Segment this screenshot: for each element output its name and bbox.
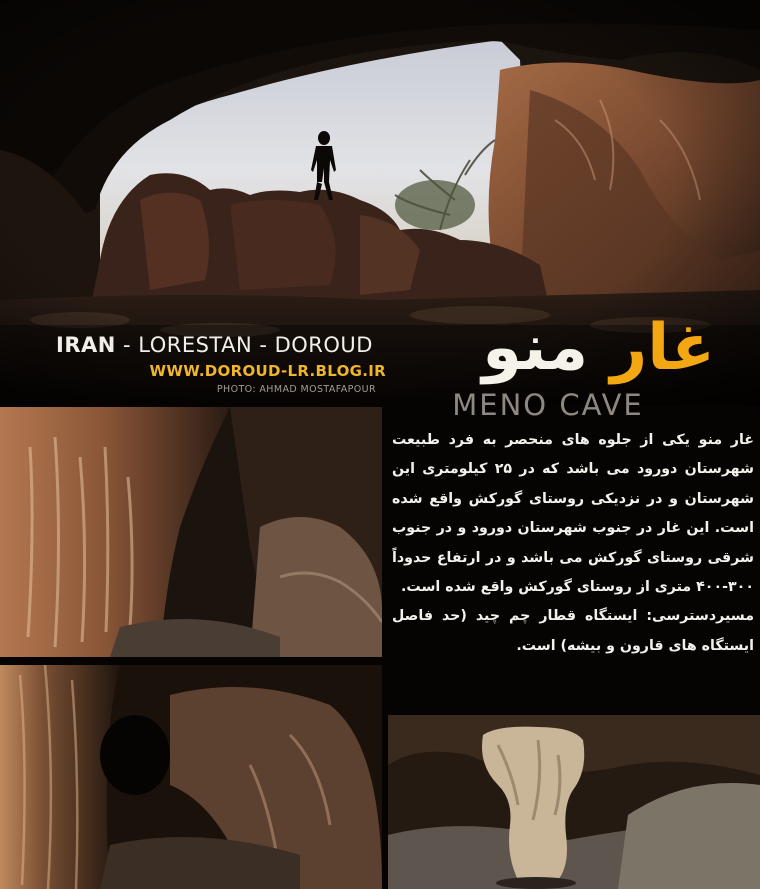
location-region: - LORESTAN - DOROUD	[115, 333, 373, 357]
description-block	[392, 426, 754, 661]
title-persian	[415, 308, 715, 388]
title-persian-part2: منو	[482, 311, 589, 385]
cave-wall-illustration	[0, 407, 382, 657]
title-english: MENO CAVE	[452, 388, 644, 422]
photo-stalagmite	[388, 715, 760, 889]
location-line	[56, 333, 386, 357]
cave-passage-illustration	[0, 665, 382, 889]
website-url: WWW.DOROUD-LR.BLOG.IR	[149, 362, 386, 380]
photo-cave-passage	[0, 665, 382, 889]
photo-cave-wall	[0, 407, 382, 657]
title-persian-part1: غار	[588, 311, 715, 385]
location-country: IRAN	[56, 333, 116, 357]
stalagmite-illustration	[388, 715, 760, 889]
description-text: غار منو یکی از جلوه های منحصر به فرد طبیعت شهرستان دورود می باشد که در ۲۵ کیلومتری این شهرستان و در نزدیکی روستای گورکش واقع شده است. این غار در جنوب شهرستان دورود و در جنوب شرقی روستای گورکش می باشد و در ارتفاع حدوداً ۳۰۰-۴۰۰ متری از روستای گورکش واقع شده است.	[392, 432, 754, 596]
photo-credit: PHOTO: AHMAD MOSTAFAPOUR	[216, 384, 376, 395]
route-text: مسیردسترسی: ایستگاه قطار چم چید (حد فاصل ایستگاه های قارون و بیشه) است.	[392, 608, 754, 654]
